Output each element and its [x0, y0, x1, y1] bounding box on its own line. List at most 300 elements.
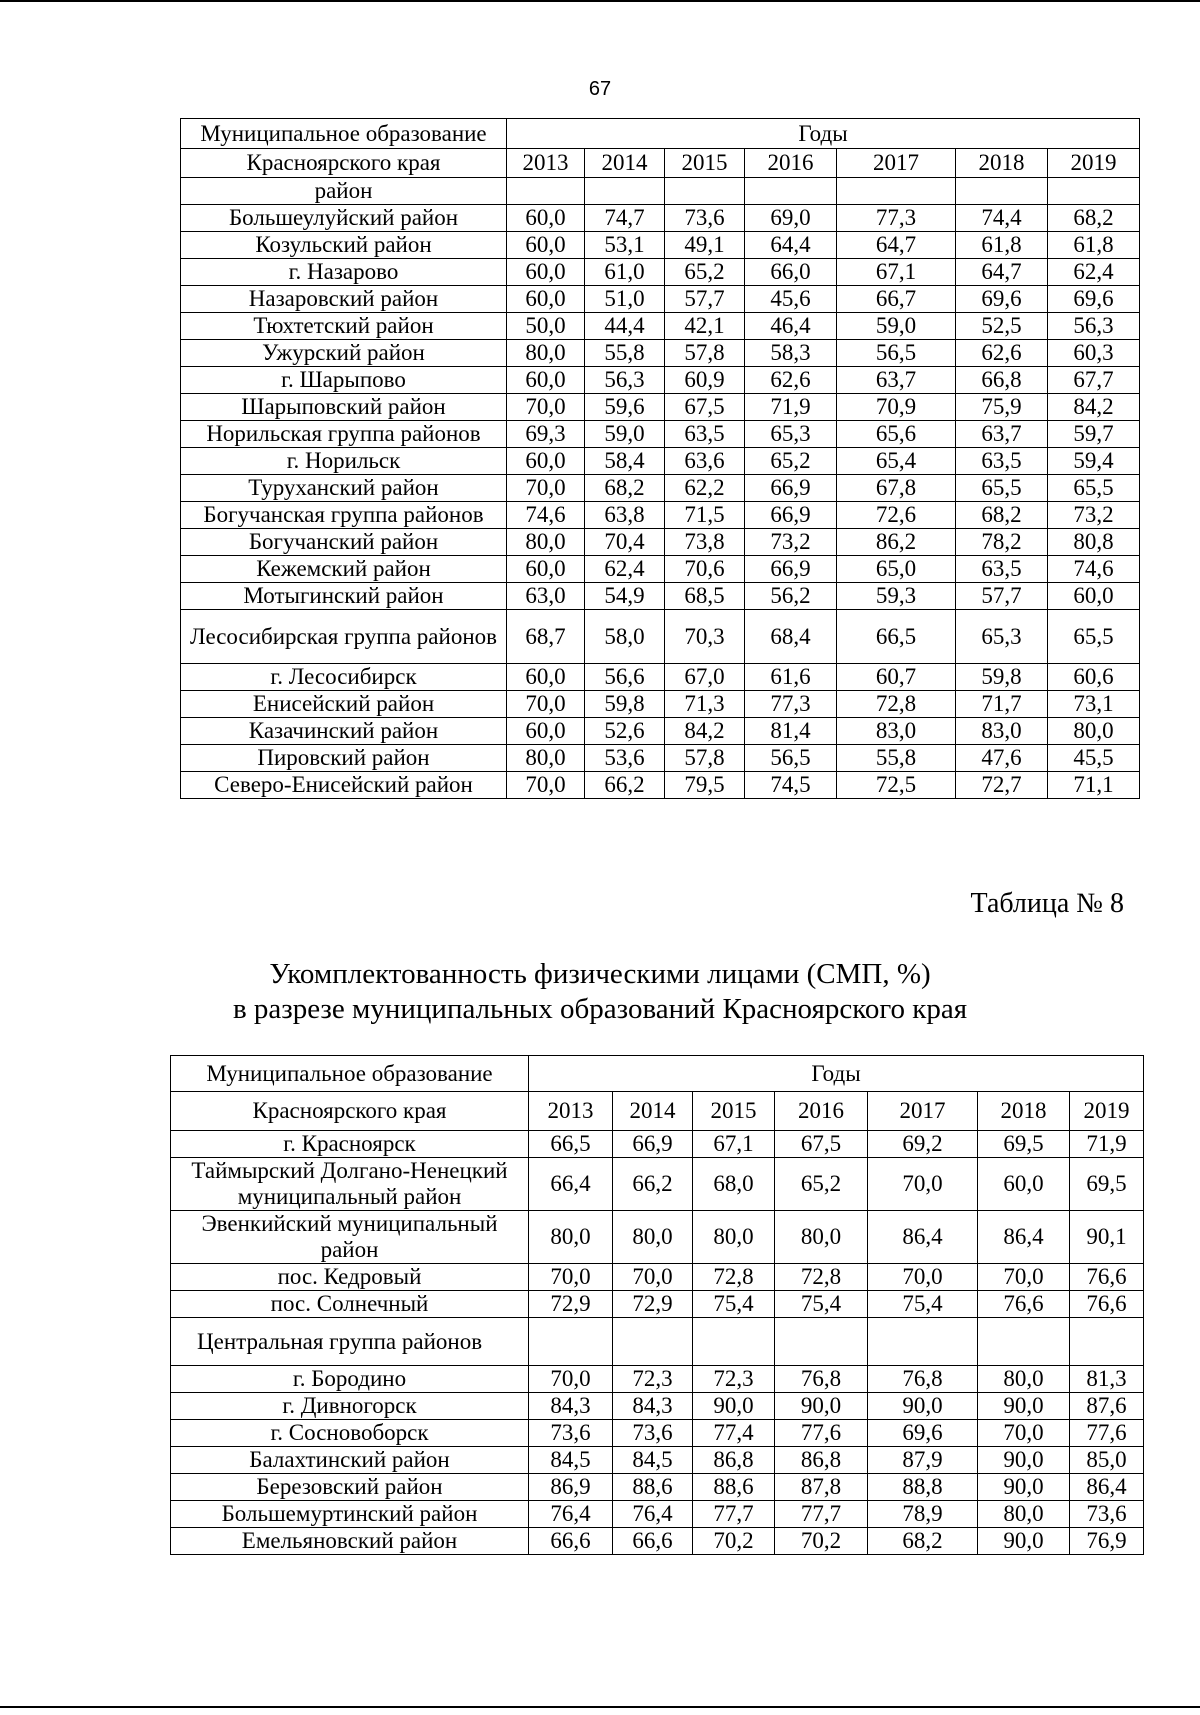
value-2015: 70,3	[665, 610, 745, 664]
table-row	[181, 313, 1140, 340]
value-2019: 59,4	[1048, 448, 1140, 475]
value-2013: 70,0	[507, 475, 585, 502]
value-2018: 75,9	[956, 394, 1048, 421]
header-municipality-line2: Красноярского края	[171, 1092, 529, 1131]
value-2016: 70,2	[775, 1528, 868, 1555]
value-2018: 86,4	[978, 1211, 1070, 1264]
value-2019: 62,4	[1048, 259, 1140, 286]
header-year-2015: 2015	[693, 1092, 775, 1131]
value-2016: 86,8	[775, 1447, 868, 1474]
header-blank-cell	[665, 178, 745, 205]
value-2017: 63,7	[837, 367, 956, 394]
value-2017	[868, 1318, 978, 1366]
value-2017: 69,2	[868, 1131, 978, 1158]
municipality-name: г. Норильск	[181, 448, 507, 475]
value-2015: 68,0	[693, 1158, 775, 1211]
value-2017: 65,4	[837, 448, 956, 475]
value-2018: 71,7	[956, 691, 1048, 718]
municipality-name: Мотыгинский район	[181, 583, 507, 610]
value-2013: 70,0	[529, 1366, 613, 1393]
value-2017: 70,9	[837, 394, 956, 421]
value-2015: 68,5	[665, 583, 745, 610]
value-2017: 75,4	[868, 1291, 978, 1318]
value-2015: 57,8	[665, 745, 745, 772]
table-row	[181, 583, 1140, 610]
value-2015: 57,7	[665, 286, 745, 313]
value-2019: 56,3	[1048, 313, 1140, 340]
table-row	[181, 745, 1140, 772]
value-2017: 65,0	[837, 556, 956, 583]
municipality-name: пос. Солнечный	[171, 1291, 529, 1318]
value-2019: 76,6	[1070, 1264, 1144, 1291]
table-row	[181, 421, 1140, 448]
table-title-line1: Укомплектованность физическими лицами (СМП, %)	[269, 958, 931, 990]
value-2019: 69,6	[1048, 286, 1140, 313]
table-row	[181, 367, 1140, 394]
header-blank-cell	[1048, 178, 1140, 205]
table-row	[171, 1528, 1144, 1555]
municipality-name: Богучанский район	[181, 529, 507, 556]
value-2018: 65,5	[956, 475, 1048, 502]
value-2013: 66,4	[529, 1158, 613, 1211]
table-row	[181, 394, 1140, 421]
value-2015: 88,6	[693, 1474, 775, 1501]
value-2014: 74,7	[585, 205, 665, 232]
value-2013: 63,0	[507, 583, 585, 610]
table-row	[171, 1420, 1144, 1447]
value-2018: 63,5	[956, 556, 1048, 583]
header-year-2019: 2019	[1070, 1092, 1144, 1131]
table-row	[171, 1131, 1144, 1158]
value-2015: 71,3	[665, 691, 745, 718]
header-year-2018: 2018	[956, 149, 1048, 178]
value-2018: 63,5	[956, 448, 1048, 475]
value-2015: 84,2	[665, 718, 745, 745]
value-2014: 63,8	[585, 502, 665, 529]
value-2019: 60,3	[1048, 340, 1140, 367]
value-2019: 61,8	[1048, 232, 1140, 259]
value-2016: 56,2	[745, 583, 837, 610]
value-2013: 80,0	[507, 340, 585, 367]
municipality-name: г. Дивногорск	[171, 1393, 529, 1420]
municipality-name: г. Назарово	[181, 259, 507, 286]
value-2016: 61,6	[745, 664, 837, 691]
value-2017: 67,8	[837, 475, 956, 502]
municipality-name: Ужурский район	[181, 340, 507, 367]
value-2018: 70,0	[978, 1264, 1070, 1291]
header-year-2016: 2016	[745, 149, 837, 178]
municipality-name: Пировский район	[181, 745, 507, 772]
table-row	[181, 691, 1140, 718]
value-2017: 78,9	[868, 1501, 978, 1528]
value-2016: 68,4	[745, 610, 837, 664]
value-2017: 64,7	[837, 232, 956, 259]
municipality-name: Козульский район	[181, 232, 507, 259]
value-2015: 62,2	[665, 475, 745, 502]
value-2019: 69,5	[1070, 1158, 1144, 1211]
value-2015: 79,5	[665, 772, 745, 799]
value-2017: 72,8	[837, 691, 956, 718]
header-municipality-line1: Муниципальное образование	[171, 1056, 529, 1092]
value-2019: 73,6	[1070, 1501, 1144, 1528]
value-2014: 68,2	[585, 475, 665, 502]
value-2013: 60,0	[507, 259, 585, 286]
header-blank-cell	[956, 178, 1048, 205]
municipality-name: Туруханский район	[181, 475, 507, 502]
municipality-name: Шарыповский район	[181, 394, 507, 421]
municipality-name: г. Красноярск	[171, 1131, 529, 1158]
value-2016: 45,6	[745, 286, 837, 313]
value-2013: 68,7	[507, 610, 585, 664]
table-caption: Таблица № 8	[970, 888, 1124, 919]
table-row	[181, 610, 1140, 664]
value-2017: 77,3	[837, 205, 956, 232]
value-2013: 60,0	[507, 556, 585, 583]
value-2014: 55,8	[585, 340, 665, 367]
value-2013: 60,0	[507, 664, 585, 691]
municipality-name: Богучанская группа районов	[181, 502, 507, 529]
value-2018: 65,3	[956, 610, 1048, 664]
value-2019: 80,8	[1048, 529, 1140, 556]
value-2018: 61,8	[956, 232, 1048, 259]
value-2014: 56,6	[585, 664, 665, 691]
header-year-2018: 2018	[978, 1092, 1070, 1131]
value-2016: 74,5	[745, 772, 837, 799]
value-2014: 58,0	[585, 610, 665, 664]
value-2015: 70,6	[665, 556, 745, 583]
table-row	[181, 772, 1140, 799]
value-2016: 65,2	[745, 448, 837, 475]
value-2017: 76,8	[868, 1366, 978, 1393]
value-2014: 70,0	[613, 1264, 693, 1291]
table-title-line2: в разрезе муниципальных образований Красноярского края	[232, 993, 968, 1025]
value-2014: 88,6	[613, 1474, 693, 1501]
value-2016: 75,4	[775, 1291, 868, 1318]
value-2014: 52,6	[585, 718, 665, 745]
value-2014: 72,9	[613, 1291, 693, 1318]
header-blank-cell	[507, 178, 585, 205]
value-2016: 67,5	[775, 1131, 868, 1158]
municipality-name: Емельяновский район	[171, 1528, 529, 1555]
value-2019: 76,6	[1070, 1291, 1144, 1318]
header-municipality-line3: район	[181, 178, 507, 205]
municipality-name: Казачинский район	[181, 718, 507, 745]
value-2016: 64,4	[745, 232, 837, 259]
value-2019: 73,2	[1048, 502, 1140, 529]
header-year-2016: 2016	[775, 1092, 868, 1131]
value-2013: 70,0	[507, 691, 585, 718]
value-2019: 77,6	[1070, 1420, 1144, 1447]
value-2017: 70,0	[868, 1264, 978, 1291]
value-2017: 86,4	[868, 1211, 978, 1264]
table-row	[181, 718, 1140, 745]
value-2016: 66,9	[745, 556, 837, 583]
value-2016: 46,4	[745, 313, 837, 340]
value-2014: 66,2	[613, 1158, 693, 1211]
header-year-2019: 2019	[1048, 149, 1140, 178]
value-2015: 63,5	[665, 421, 745, 448]
table-row	[181, 259, 1140, 286]
value-2016: 76,8	[775, 1366, 868, 1393]
value-2015: 80,0	[693, 1211, 775, 1264]
header-year-2017: 2017	[837, 149, 956, 178]
municipality-name: г. Бородино	[171, 1366, 529, 1393]
value-2015: 67,0	[665, 664, 745, 691]
value-2013: 80,0	[529, 1211, 613, 1264]
value-2019: 76,9	[1070, 1528, 1144, 1555]
value-2014: 51,0	[585, 286, 665, 313]
value-2014: 80,0	[613, 1211, 693, 1264]
value-2016: 90,0	[775, 1393, 868, 1420]
value-2015: 63,6	[665, 448, 745, 475]
value-2018: 57,7	[956, 583, 1048, 610]
value-2015: 65,2	[665, 259, 745, 286]
value-2013: 60,0	[507, 286, 585, 313]
value-2015: 67,1	[693, 1131, 775, 1158]
value-2018: 80,0	[978, 1366, 1070, 1393]
value-2019	[1070, 1318, 1144, 1366]
municipality-name: г. Сосновоборск	[171, 1420, 529, 1447]
value-2016: 62,6	[745, 367, 837, 394]
value-2018: 90,0	[978, 1447, 1070, 1474]
value-2019: 85,0	[1070, 1447, 1144, 1474]
value-2016: 56,5	[745, 745, 837, 772]
value-2016: 80,0	[775, 1211, 868, 1264]
value-2019: 74,6	[1048, 556, 1140, 583]
value-2019: 68,2	[1048, 205, 1140, 232]
value-2017: 66,7	[837, 286, 956, 313]
value-2017: 55,8	[837, 745, 956, 772]
value-2018: 66,8	[956, 367, 1048, 394]
header-municipality-line1: Муниципальное образование	[181, 119, 507, 149]
value-2014: 59,0	[585, 421, 665, 448]
value-2014: 84,3	[613, 1393, 693, 1420]
value-2013: 72,9	[529, 1291, 613, 1318]
value-2018: 76,6	[978, 1291, 1070, 1318]
value-2018: 64,7	[956, 259, 1048, 286]
value-2015: 49,1	[665, 232, 745, 259]
value-2018: 74,4	[956, 205, 1048, 232]
municipality-name: Кежемский район	[181, 556, 507, 583]
value-2017: 60,7	[837, 664, 956, 691]
table-row	[181, 205, 1140, 232]
table-row	[171, 1474, 1144, 1501]
value-2018: 47,6	[956, 745, 1048, 772]
table-row	[181, 286, 1140, 313]
table-row	[171, 1393, 1144, 1420]
header-municipality-line2: Красноярского края	[181, 149, 507, 178]
value-2014: 61,0	[585, 259, 665, 286]
value-2017: 67,1	[837, 259, 956, 286]
value-2017: 66,5	[837, 610, 956, 664]
value-2017: 65,6	[837, 421, 956, 448]
header-year-2013: 2013	[529, 1092, 613, 1131]
value-2013: 80,0	[507, 529, 585, 556]
value-2018: 80,0	[978, 1501, 1070, 1528]
value-2013: 60,0	[507, 205, 585, 232]
municipality-name: Енисейский район	[181, 691, 507, 718]
value-2017: 59,3	[837, 583, 956, 610]
scan-border-top	[0, 0, 1200, 2]
value-2013: 84,5	[529, 1447, 613, 1474]
table-row	[181, 664, 1140, 691]
value-2015: 73,8	[665, 529, 745, 556]
value-2018: 62,6	[956, 340, 1048, 367]
value-2014: 84,5	[613, 1447, 693, 1474]
value-2017: 69,6	[868, 1420, 978, 1447]
value-2014: 70,4	[585, 529, 665, 556]
table-district-staffing-continued	[180, 118, 1140, 799]
header-years: Годы	[507, 119, 1140, 149]
value-2013: 60,0	[507, 448, 585, 475]
table-row	[171, 1211, 1144, 1264]
value-2014: 76,4	[613, 1501, 693, 1528]
value-2016: 77,3	[745, 691, 837, 718]
municipality-name: Таймырский Долгано-Ненецкий муниципальный район	[171, 1158, 529, 1211]
value-2013: 86,9	[529, 1474, 613, 1501]
value-2018: 70,0	[978, 1420, 1070, 1447]
value-2018: 90,0	[978, 1393, 1070, 1420]
value-2014: 53,6	[585, 745, 665, 772]
value-2014: 56,3	[585, 367, 665, 394]
value-2018: 59,8	[956, 664, 1048, 691]
table-row	[171, 1158, 1144, 1211]
value-2013	[529, 1318, 613, 1366]
header-years: Годы	[529, 1056, 1144, 1092]
value-2016: 71,9	[745, 394, 837, 421]
value-2019: 86,4	[1070, 1474, 1144, 1501]
value-2016	[775, 1318, 868, 1366]
municipality-name: Лесосибирская группа районов	[181, 610, 507, 664]
value-2016: 66,0	[745, 259, 837, 286]
value-2015: 73,6	[665, 205, 745, 232]
value-2013: 80,0	[507, 745, 585, 772]
value-2017: 83,0	[837, 718, 956, 745]
value-2018: 78,2	[956, 529, 1048, 556]
table-8-smp-staffing	[170, 1055, 1144, 1555]
value-2013: 70,0	[507, 394, 585, 421]
value-2018: 90,0	[978, 1474, 1070, 1501]
value-2019: 60,0	[1048, 583, 1140, 610]
municipality-name: Тюхтетский район	[181, 313, 507, 340]
table-row	[171, 1501, 1144, 1528]
value-2018: 72,7	[956, 772, 1048, 799]
value-2014: 66,6	[613, 1528, 693, 1555]
table-row	[181, 448, 1140, 475]
value-2017: 72,5	[837, 772, 956, 799]
value-2013: 73,6	[529, 1420, 613, 1447]
value-2013: 70,0	[507, 772, 585, 799]
value-2016: 72,8	[775, 1264, 868, 1291]
table-row	[181, 502, 1140, 529]
value-2014: 59,6	[585, 394, 665, 421]
value-2019: 60,6	[1048, 664, 1140, 691]
value-2019: 90,1	[1070, 1211, 1144, 1264]
municipality-name: Большеулуйский район	[181, 205, 507, 232]
value-2016: 66,9	[745, 502, 837, 529]
value-2019: 71,9	[1070, 1131, 1144, 1158]
table-row	[181, 556, 1140, 583]
value-2015: 86,8	[693, 1447, 775, 1474]
value-2015: 90,0	[693, 1393, 775, 1420]
header-year-2014: 2014	[585, 149, 665, 178]
value-2015: 77,7	[693, 1501, 775, 1528]
value-2018: 60,0	[978, 1158, 1070, 1211]
municipality-name: Назаровский район	[181, 286, 507, 313]
value-2016: 77,7	[775, 1501, 868, 1528]
table-row	[171, 1366, 1144, 1393]
value-2016: 66,9	[745, 475, 837, 502]
value-2017: 56,5	[837, 340, 956, 367]
municipality-name: Березовский район	[171, 1474, 529, 1501]
value-2017: 87,9	[868, 1447, 978, 1474]
value-2014: 54,9	[585, 583, 665, 610]
value-2016: 87,8	[775, 1474, 868, 1501]
table-row	[171, 1291, 1144, 1318]
value-2014: 58,4	[585, 448, 665, 475]
value-2015: 75,4	[693, 1291, 775, 1318]
value-2013: 50,0	[507, 313, 585, 340]
value-2015	[693, 1318, 775, 1366]
value-2016: 58,3	[745, 340, 837, 367]
table-row	[181, 232, 1140, 259]
value-2015: 42,1	[665, 313, 745, 340]
table-row	[181, 475, 1140, 502]
value-2013: 66,5	[529, 1131, 613, 1158]
municipality-name: г. Лесосибирск	[181, 664, 507, 691]
value-2013: 74,6	[507, 502, 585, 529]
value-2013: 60,0	[507, 367, 585, 394]
scan-border-bottom	[0, 1706, 1200, 1708]
table-row	[171, 1264, 1144, 1291]
value-2017: 59,0	[837, 313, 956, 340]
value-2014: 72,3	[613, 1366, 693, 1393]
value-2015: 67,5	[665, 394, 745, 421]
header-year-2013: 2013	[507, 149, 585, 178]
value-2015: 57,8	[665, 340, 745, 367]
municipality-name: пос. Кедровый	[171, 1264, 529, 1291]
value-2017: 68,2	[868, 1528, 978, 1555]
header-year-2014: 2014	[613, 1092, 693, 1131]
value-2015: 77,4	[693, 1420, 775, 1447]
table-row	[181, 529, 1140, 556]
value-2019: 80,0	[1048, 718, 1140, 745]
header-blank-cell	[585, 178, 665, 205]
value-2018: 90,0	[978, 1528, 1070, 1555]
value-2014: 66,9	[613, 1131, 693, 1158]
value-2019: 65,5	[1048, 610, 1140, 664]
value-2015: 60,9	[665, 367, 745, 394]
value-2015: 70,2	[693, 1528, 775, 1555]
header-year-2015: 2015	[665, 149, 745, 178]
table-row	[171, 1318, 1144, 1366]
value-2017: 70,0	[868, 1158, 978, 1211]
value-2019: 71,1	[1048, 772, 1140, 799]
municipality-name: Норильская группа районов	[181, 421, 507, 448]
value-2014: 73,6	[613, 1420, 693, 1447]
municipality-name: Эвенкийский муниципальный район	[171, 1211, 529, 1264]
municipality-name: Центральная группа районов	[171, 1318, 529, 1366]
value-2019: 87,6	[1070, 1393, 1144, 1420]
value-2018: 69,6	[956, 286, 1048, 313]
table-row	[181, 340, 1140, 367]
value-2019: 45,5	[1048, 745, 1140, 772]
value-2015: 71,5	[665, 502, 745, 529]
municipality-name: г. Шарыпово	[181, 367, 507, 394]
value-2019: 67,7	[1048, 367, 1140, 394]
value-2018: 69,5	[978, 1131, 1070, 1158]
header-blank-cell	[837, 178, 956, 205]
